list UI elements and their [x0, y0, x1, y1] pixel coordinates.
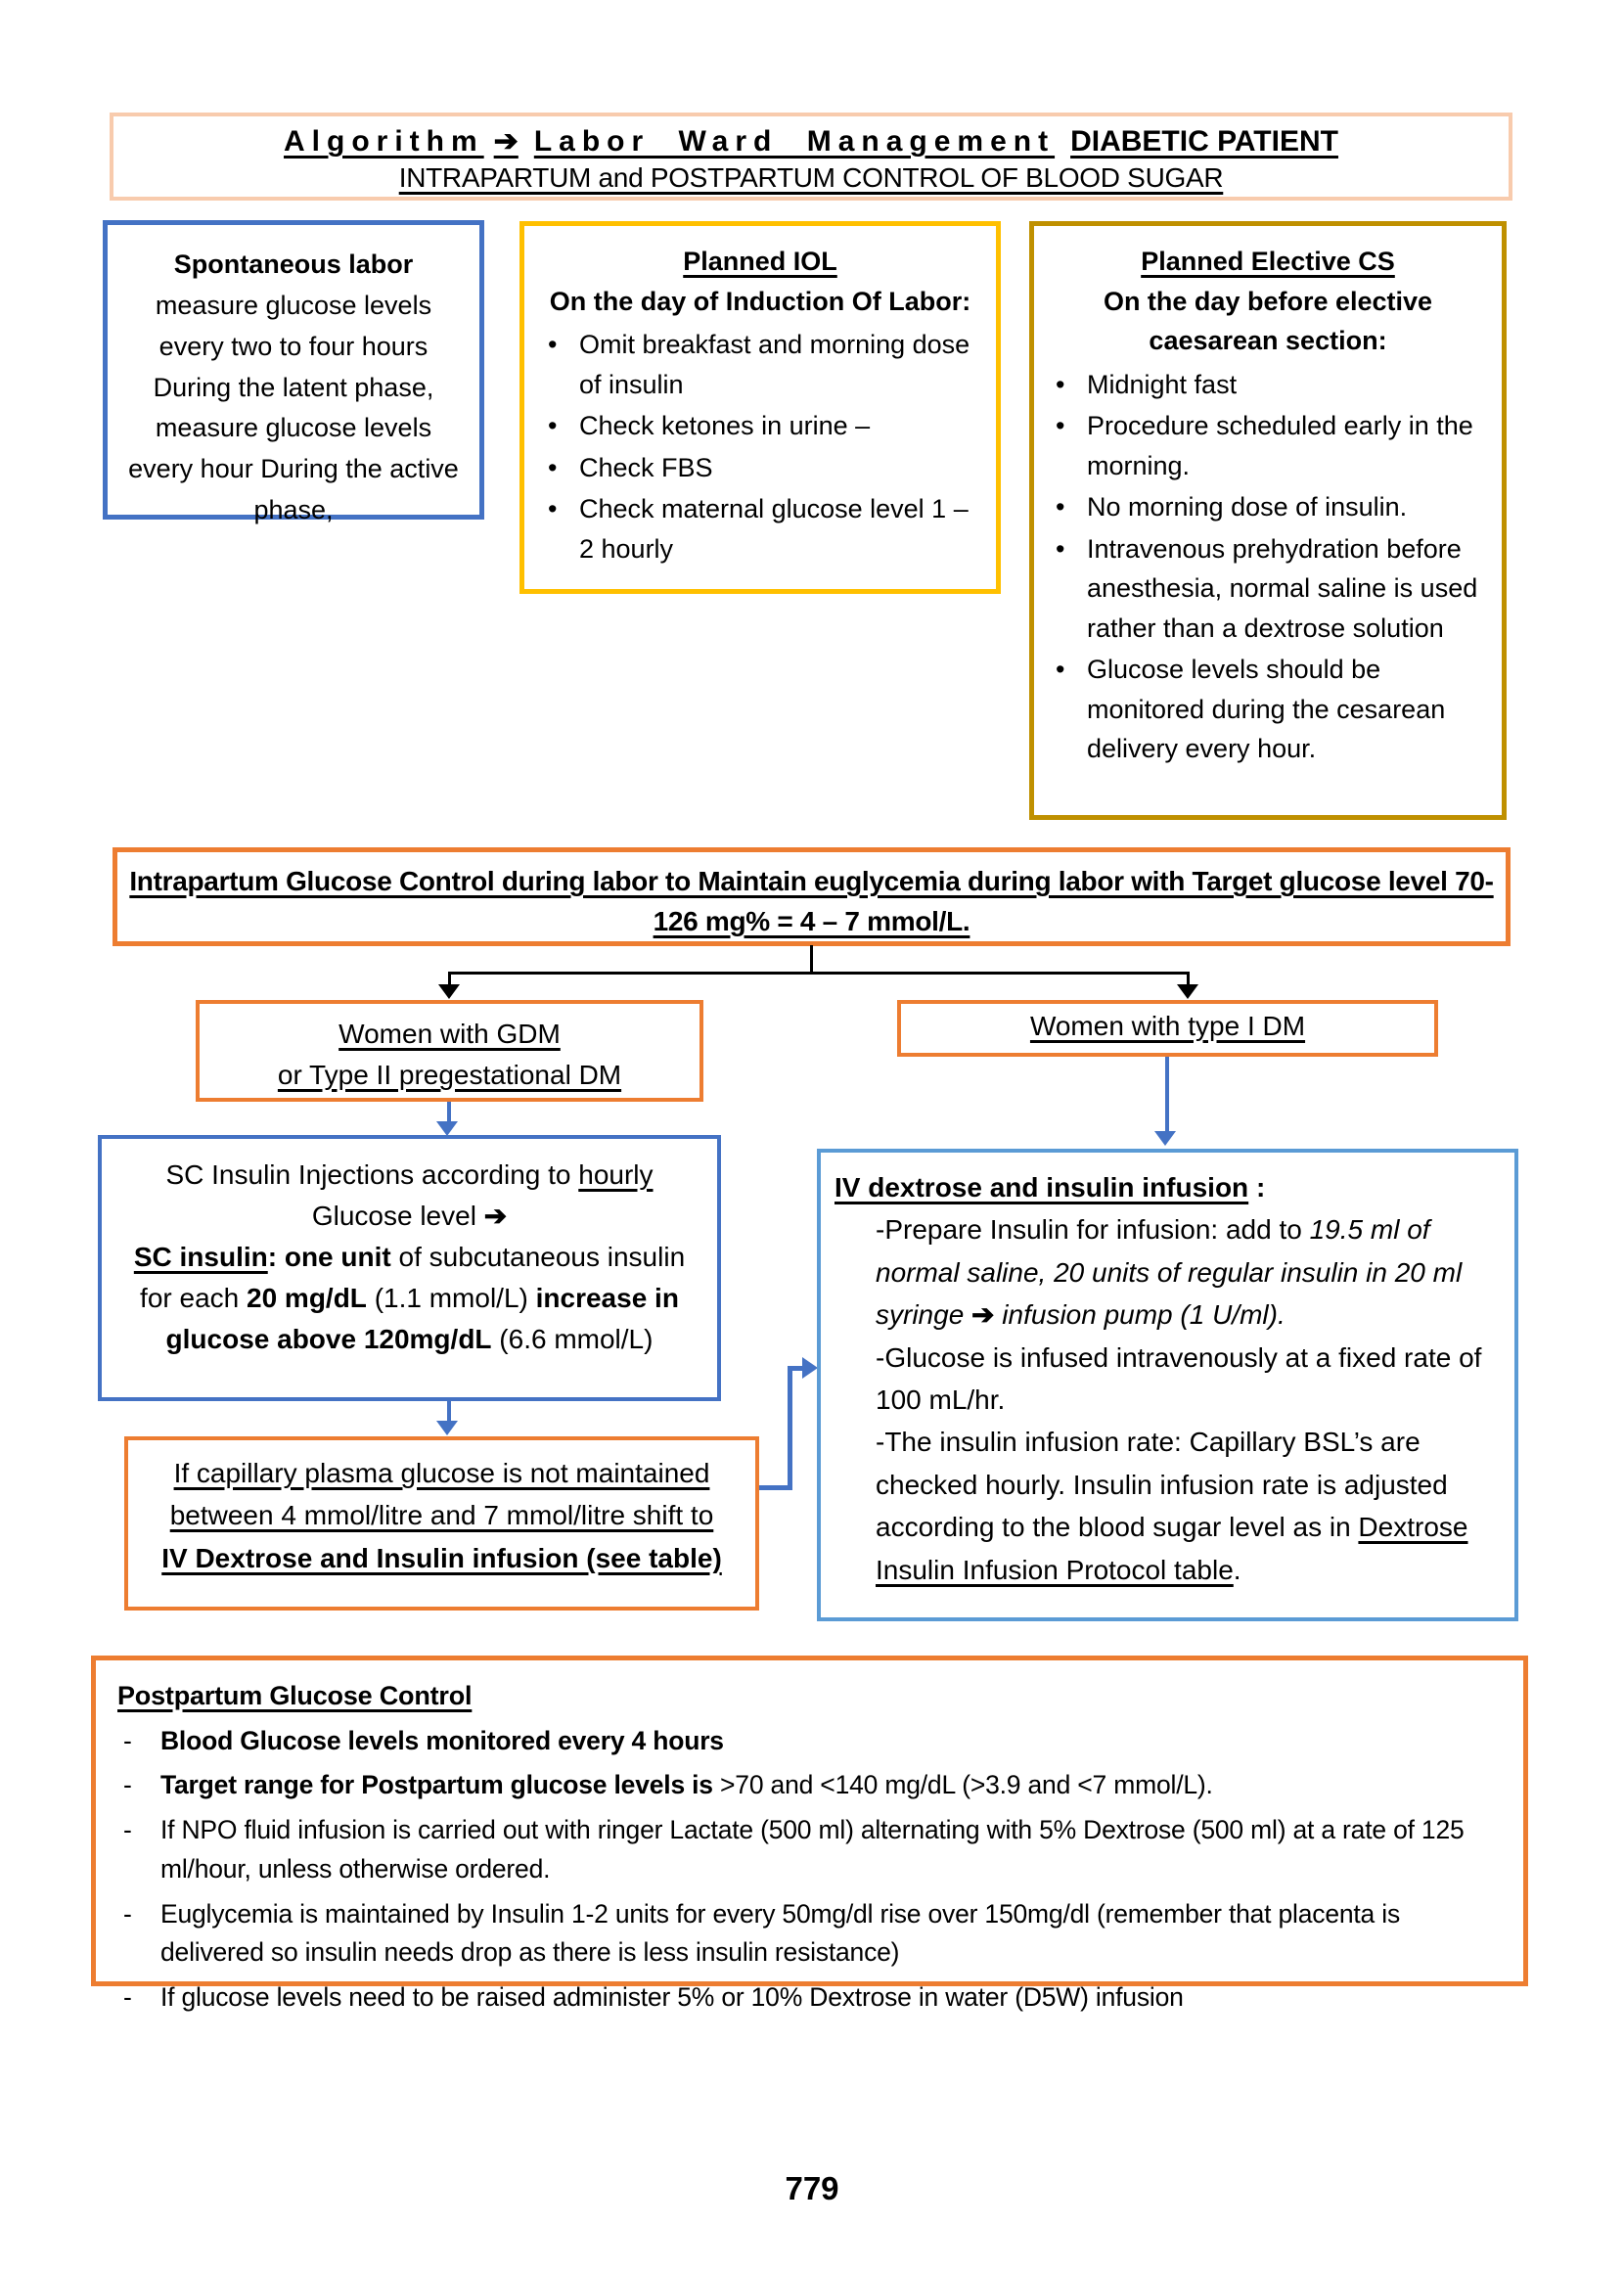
arrow-gdm-to-sc: [447, 1102, 451, 1123]
women-type1-box: [897, 1000, 1438, 1057]
iv-dextrose-title: IV dextrose and insulin infusion :: [835, 1172, 1266, 1203]
title-word-labor-ward: Labor Ward Management: [533, 125, 1056, 158]
down-arrow-icon: [438, 984, 460, 999]
arrow-type1-to-iv: [1165, 1057, 1169, 1133]
bullet-icon: •: [548, 411, 558, 440]
planned-cs-subtitle: On the day before elective caesarean section:: [1103, 286, 1433, 355]
bullet-icon: •: [1056, 369, 1065, 399]
planned-iol-bullet-list: [542, 325, 978, 568]
bullet-icon: •: [548, 330, 558, 359]
right-arrow-icon: ➔: [483, 1201, 508, 1231]
bullet-icon: •: [548, 494, 558, 523]
list-item: • Check ketones in urine –: [542, 406, 978, 446]
down-arrow-icon: [436, 1421, 458, 1435]
capillary-shift-box: [124, 1436, 759, 1611]
bullet-icon: •: [1056, 655, 1065, 684]
down-arrow-icon: [1154, 1131, 1176, 1146]
connector-branch-line: [448, 972, 1190, 975]
spontaneous-labor-title: Spontaneous labor: [173, 250, 414, 279]
women-gdm-line2: or Type II pregestational DM: [277, 1060, 622, 1090]
list-item: - If glucose levels need to be raised administer 5% or 10% Dextrose in water (D5W) infusion: [117, 1978, 1502, 2018]
spontaneous-labor-box: [103, 220, 484, 525]
dash-icon: -: [123, 1982, 132, 2012]
women-gdm-line1: Women with GDM: [338, 1019, 561, 1049]
list-item: • Midnight fast: [1050, 365, 1486, 405]
title-box: [110, 113, 1512, 201]
list-item: - If NPO fluid infusion is carried out with ringer Lactate (500 ml) alternating with 5% Dextrose (500 ml) at a rate of 125 ml/hour, unless otherwise ordered.: [117, 1811, 1502, 1889]
list-item: - Target range for Postpartum glucose levels is >70 and <140 mg/dL (>3.9 and <7 mmol/L).: [117, 1766, 1502, 1805]
page-number: 779: [785, 2170, 839, 2206]
bullet-icon: •: [1056, 533, 1065, 564]
list-item: • No morning dose of insulin.: [1050, 487, 1486, 527]
bullet-icon: •: [548, 452, 558, 482]
planned-iol-subtitle: On the day of Induction Of Labor:: [549, 286, 971, 316]
list-item: • Intravenous prehydration before anesthesia, normal saline is used rather than a dextrose solution: [1050, 529, 1486, 649]
sc-insulin-box: [98, 1135, 721, 1401]
iv-dextrose-box: [817, 1149, 1518, 1621]
list-item: • Glucose levels should be monitored during the cesarean delivery every hour.: [1050, 650, 1486, 769]
planned-cs-title: Planned Elective CS: [1141, 247, 1395, 276]
postpartum-title: Postpartum Glucose Control: [117, 1681, 473, 1710]
title-word-diabetic-patient: DIABETIC PATIENT: [1070, 125, 1338, 158]
right-arrow-icon: [802, 1357, 818, 1379]
capillary-shift-text: If capillary plasma glucose is not maintained between 4 mmol/litre and 7 mmol/litre shift to: [169, 1458, 714, 1531]
down-arrow-icon: [1177, 984, 1198, 999]
postpartum-box: [91, 1656, 1528, 2012]
capillary-shift-action: IV Dextrose and Insulin infusion (see table): [161, 1542, 722, 1573]
women-type1-text: Women with type I DM: [1029, 1011, 1306, 1041]
sc-insulin-text: SC Insulin Injections according to hourly Glucose level ➔ SC insulin: one unit of subcutaneous insulin for each 20 mg/dL (1.1 mmol/L) increase in glucose above 120mg/dL (6.6 mmol/L): [133, 1159, 686, 1354]
list-item: • Procedure scheduled early in the morning.: [1050, 406, 1486, 485]
planned-iol-box: [519, 221, 1001, 594]
dash-icon: -: [123, 1815, 132, 1844]
iv-dextrose-body: -Prepare Insulin for infusion: add to 19.5 ml of normal saline, 20 units of regular insulin in 20 ml syringe ➔ infusion pump (1 U/ml). -Glucose is infused intravenously at a fixed rate of 100 mL/hr. -The insulin infusion rate: Capillary BSL’s are checked hourly. Insulin infusion rate is adjusted according to the blood sugar level as in Dextrose Insulin Infusion Protocol table.: [876, 1214, 1482, 1585]
spontaneous-labor-body: measure glucose levels every two to four hours During the latent phase, measure glucose levels every hour During the active phase,: [128, 290, 459, 525]
right-arrow-icon: ➔: [971, 1299, 995, 1331]
bullet-icon: •: [1056, 411, 1065, 440]
dash-icon: -: [123, 1898, 132, 1929]
planned-cs-bullet-list: [1050, 365, 1486, 769]
right-arrow-icon: ➔: [493, 125, 519, 158]
women-gdm-box: [196, 1000, 703, 1102]
list-item: • Omit breakfast and morning dose of insulin: [542, 325, 978, 404]
dash-icon: -: [123, 1770, 132, 1800]
arrow-sc-to-capillary: [447, 1401, 451, 1423]
page-title: [113, 124, 1509, 159]
list-item: • Check FBS: [542, 448, 978, 488]
connector-banner-stem: [810, 945, 813, 974]
connector-elbow-vertical: [788, 1366, 792, 1490]
intrapartum-banner-text: Intrapartum Glucose Control during labor to Maintain euglycemia during labor with Target glucose level 70-126 mg% = 4 – 7 mmol/L.: [129, 866, 1494, 936]
list-item: - Blood Glucose levels monitored every 4 hours: [117, 1722, 1502, 1761]
intrapartum-banner: [113, 847, 1511, 946]
planned-iol-title: Planned IOL: [683, 247, 837, 276]
dash-icon: -: [123, 1725, 132, 1755]
page-subtitle: INTRAPARTUM and POSTPARTUM CONTROL OF BLOOD SUGAR: [398, 162, 1224, 193]
planned-elective-cs-box: [1029, 221, 1507, 820]
bullet-icon: •: [1056, 492, 1065, 522]
list-item: • Check maternal glucose level 1 – 2 hourly: [542, 489, 978, 568]
postpartum-list: [117, 1722, 1502, 2018]
list-item: - Euglycemia is maintained by Insulin 1-2 units for every 50mg/dl rise over 150mg/dl (remember that placenta is delivered so insulin needs drop as there is less insulin resistance): [117, 1895, 1502, 1974]
down-arrow-icon: [436, 1121, 458, 1136]
title-word-algorithm: Algorithm: [284, 125, 484, 158]
